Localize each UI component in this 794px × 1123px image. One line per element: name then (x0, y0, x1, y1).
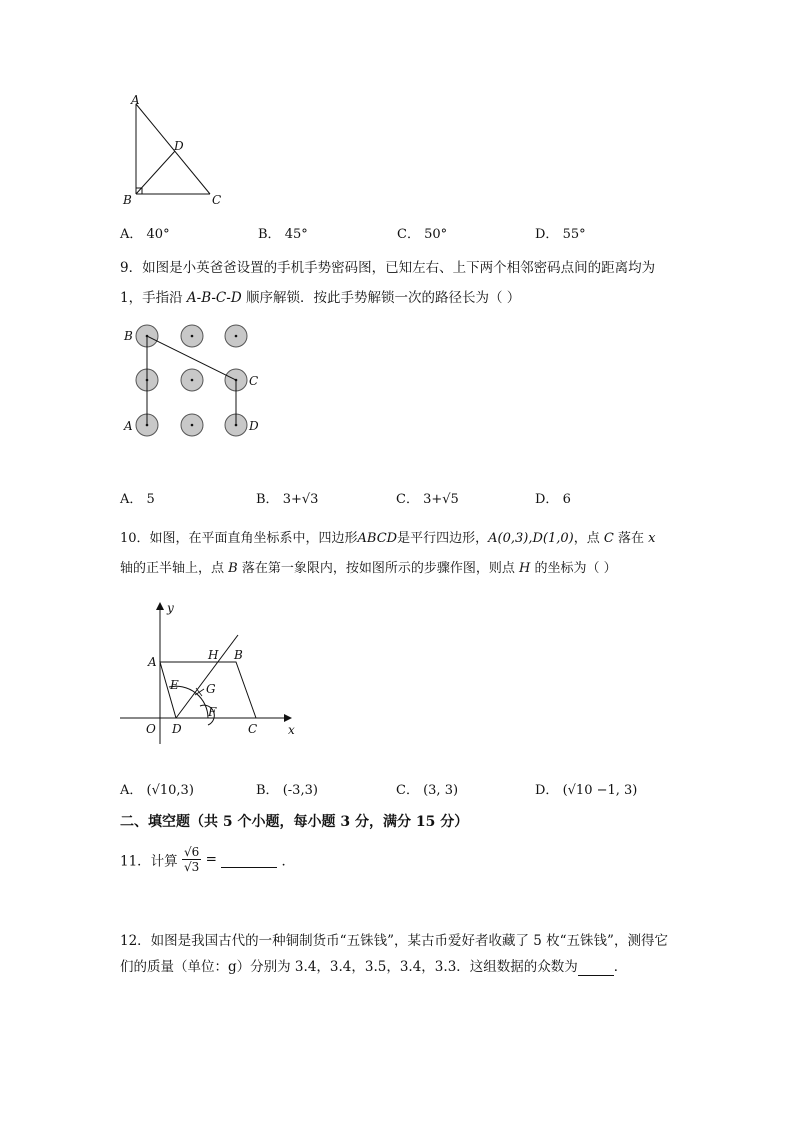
q9-label-b: B (124, 329, 133, 343)
q10-label-b: B (234, 648, 243, 662)
q8-option-c: C． 50° (397, 227, 448, 242)
q12-stem-line2: 们的质量（单位：g）分别为 3.4，3.4，3.5，3.4，3.3．这组数据的众数为 ． (120, 959, 628, 975)
q9-stem-line2: 1，手指沿 A-B-C-D 顺序解锁．按此手势解锁一次的路径长为（ ） (120, 290, 521, 306)
q8-label-b: B (123, 193, 132, 207)
q11-stem: 11．计算 $\frac{√6}{√3}$ = ． (120, 845, 295, 874)
q9-gesture-grid (118, 318, 278, 443)
q10-label-x: x (288, 723, 295, 737)
q10-option-a: A． (√10,3) (120, 783, 194, 798)
q10-coordinate-figure (116, 598, 296, 748)
gesture-dots (136, 325, 247, 436)
q12-stem-line1: 12．如图是我国古代的一种铜制货币“五铢钱”，某古币爱好者收藏了 5 枚“五铢钱”，测得它 (120, 933, 668, 949)
q11-fraction: $\frac{√6}{√3}$ (183, 845, 200, 874)
q9-option-b: B． 3+√3 (256, 492, 319, 507)
q12-answer-blank[interactable] (578, 959, 614, 976)
q9-label-a: A (124, 419, 133, 433)
q8-option-d: D． 55° (535, 227, 586, 242)
q9-stem-line1: 9．如图是小英爸爸设置的手机手势密码图，已知左右、上下两个相邻密码点间的距离均为 (120, 260, 656, 276)
q8-option-b: B． 45° (258, 227, 308, 242)
q10-stem-line2: 轴的正半轴上，点 B 落在第一象限内，按如图所示的步骤作图，则点 H 的坐标为（ ） (120, 561, 617, 576)
q8-label-d: D (174, 139, 184, 153)
q10-stem-line1: 10．如图，在平面直角坐标系中，四边形ABCD是平行四边形，A(0,3),D(1,0)，点 C 落在 x (120, 531, 656, 546)
q10-label-a: A (148, 655, 157, 669)
q10-label-y: y (167, 601, 174, 615)
q8-option-a: A． 40° (120, 227, 170, 242)
q10-label-h: H (208, 648, 219, 662)
q10-label-d: D (172, 722, 182, 736)
q11-answer-blank[interactable] (221, 851, 277, 868)
q10-option-d: D． (√10 −1, 3) (535, 783, 638, 798)
q10-label-c: C (248, 722, 258, 736)
q10-label-g: G (206, 682, 216, 696)
section-heading: 二、填空题（共 5 个小题，每小题 3 分，满分 15 分） (120, 814, 469, 830)
q9-label-c: C (249, 374, 259, 388)
q8-label-a: A (131, 93, 140, 107)
q10-label-o: O (146, 722, 156, 736)
q8-triangle-figure (112, 90, 232, 210)
q10-option-b: B． (-3,3) (256, 783, 318, 798)
q9-label-d: D (249, 419, 259, 433)
q9-option-c: C． 3+√5 (396, 492, 459, 507)
q9-option-a: A． 5 (120, 492, 155, 507)
q10-label-e: E (170, 678, 179, 692)
q8-label-c: C (212, 193, 222, 207)
q9-option-d: D． 6 (535, 492, 571, 507)
q10-option-c: C． (3, 3) (396, 783, 459, 798)
q10-label-f: F (208, 705, 217, 719)
